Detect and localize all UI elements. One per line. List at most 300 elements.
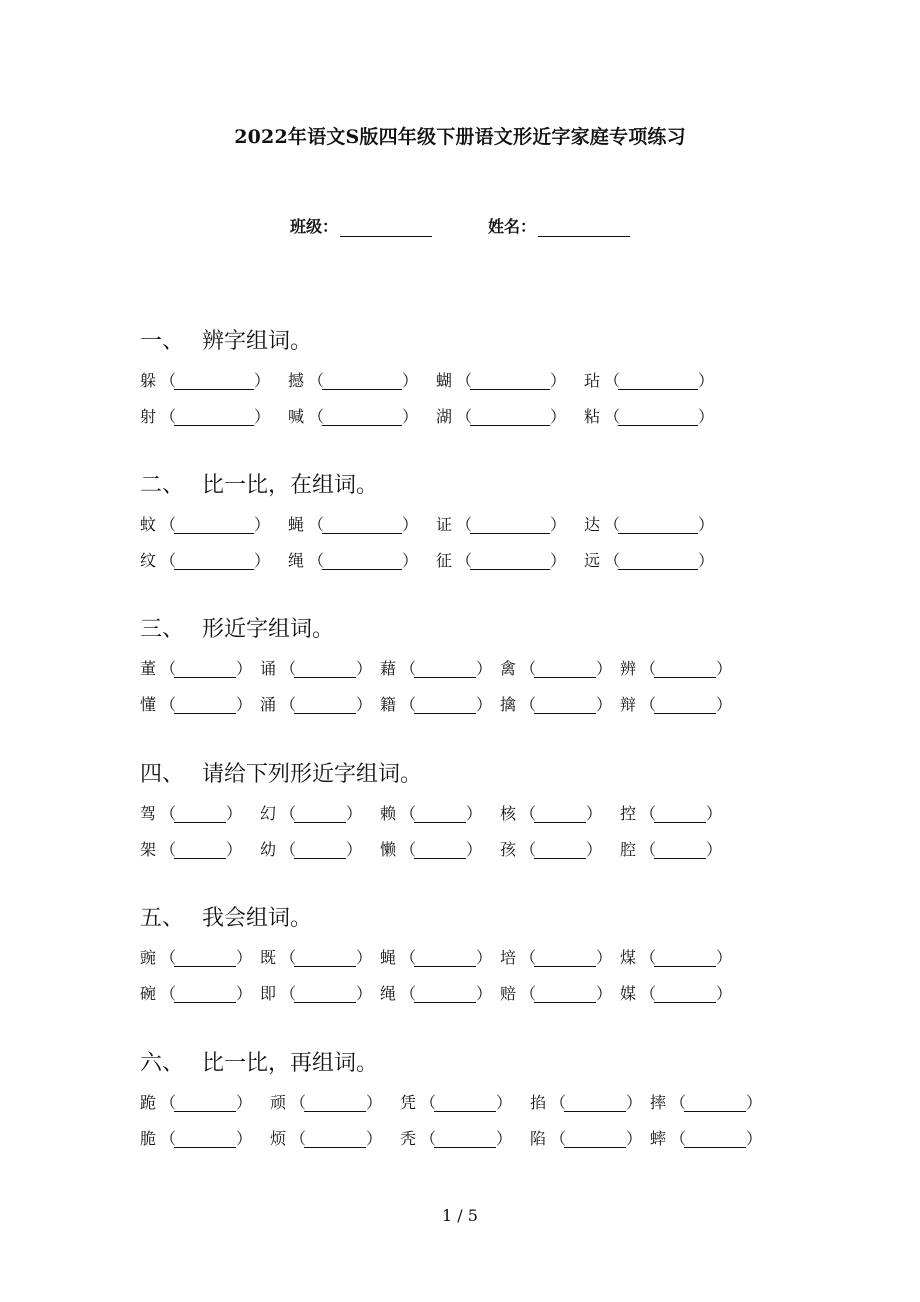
- answer-blank[interactable]: [534, 844, 586, 859]
- open-paren: （: [160, 984, 177, 1003]
- character: 涌: [260, 695, 277, 714]
- exercise-row: [140, 513, 732, 537]
- character: 湖: [436, 407, 453, 426]
- close-paren: ）: [746, 1129, 763, 1148]
- name-blank[interactable]: [538, 220, 630, 237]
- close-paren: ）: [356, 659, 373, 678]
- character: 远: [584, 551, 601, 570]
- answer-blank[interactable]: [618, 519, 698, 534]
- open-paren: （: [160, 804, 177, 823]
- close-paren: ）: [236, 695, 253, 714]
- word-item: [500, 946, 620, 970]
- open-paren: （: [640, 840, 657, 859]
- exercise-row: [140, 982, 740, 1006]
- close-paren: ）: [236, 1129, 253, 1148]
- close-paren: ）: [596, 948, 613, 967]
- word-item: [140, 802, 260, 826]
- exercise-row: [140, 369, 732, 393]
- word-item: [620, 982, 740, 1006]
- open-paren: （: [160, 515, 177, 534]
- exercise-row: [140, 693, 740, 717]
- character: 擒: [500, 695, 517, 714]
- open-paren: （: [280, 840, 297, 859]
- section-label: 辨字组词。: [202, 329, 313, 354]
- close-paren: ）: [476, 948, 493, 967]
- character: 媒: [620, 984, 637, 1003]
- open-paren: （: [400, 659, 417, 678]
- character: 顽: [270, 1093, 287, 1112]
- exercise-row: [140, 657, 740, 681]
- character: 懂: [140, 695, 157, 714]
- word-item: [436, 369, 584, 393]
- section-3: [140, 615, 740, 729]
- open-paren: （: [160, 1129, 177, 1148]
- character: 蝴: [436, 371, 453, 390]
- close-paren: ）: [466, 840, 483, 859]
- open-paren: （: [456, 515, 473, 534]
- close-paren: ）: [402, 407, 419, 426]
- section-number: 六、: [140, 1051, 185, 1076]
- section-label: 比一比，再组词。: [202, 1051, 379, 1076]
- word-item: [436, 513, 584, 537]
- answer-blank[interactable]: [294, 844, 346, 859]
- section-heading: [140, 904, 740, 934]
- character: 控: [620, 804, 637, 823]
- close-paren: ）: [496, 1093, 513, 1112]
- answer-blank[interactable]: [294, 988, 356, 1003]
- section-number: 五、: [140, 906, 185, 931]
- character: 碗: [140, 984, 157, 1003]
- character: 赖: [380, 804, 397, 823]
- word-item: [140, 1091, 270, 1115]
- answer-blank[interactable]: [618, 555, 698, 570]
- word-item: [400, 1127, 530, 1151]
- character: 培: [500, 948, 517, 967]
- word-item: [380, 838, 500, 862]
- answer-blank[interactable]: [470, 375, 550, 390]
- open-paren: （: [420, 1129, 437, 1148]
- character: 蝇: [288, 515, 305, 534]
- close-paren: ）: [236, 948, 253, 967]
- answer-blank[interactable]: [534, 663, 596, 678]
- open-paren: （: [520, 840, 537, 859]
- close-paren: ）: [746, 1093, 763, 1112]
- open-paren: （: [640, 804, 657, 823]
- close-paren: ）: [596, 984, 613, 1003]
- open-paren: （: [670, 1093, 687, 1112]
- word-item: [620, 838, 740, 862]
- word-item: [380, 802, 500, 826]
- character: 烦: [270, 1129, 287, 1148]
- word-item: [140, 657, 260, 681]
- answer-blank[interactable]: [654, 988, 716, 1003]
- section-number: 三、: [140, 617, 185, 642]
- section-1: [140, 327, 732, 441]
- open-paren: （: [520, 659, 537, 678]
- answer-blank[interactable]: [414, 808, 466, 823]
- close-paren: ）: [586, 804, 603, 823]
- answer-blank[interactable]: [534, 808, 586, 823]
- answer-blank[interactable]: [174, 555, 254, 570]
- character: 陷: [530, 1129, 547, 1148]
- close-paren: ）: [550, 407, 567, 426]
- close-paren: ）: [402, 371, 419, 390]
- word-item: [500, 657, 620, 681]
- answer-blank[interactable]: [174, 1097, 236, 1112]
- section-number: 四、: [140, 762, 185, 787]
- answer-blank[interactable]: [654, 699, 716, 714]
- open-paren: （: [550, 1093, 567, 1112]
- open-paren: （: [308, 407, 325, 426]
- word-item: [584, 513, 732, 537]
- character: 达: [584, 515, 601, 534]
- close-paren: ）: [626, 1093, 643, 1112]
- close-paren: ）: [550, 551, 567, 570]
- character: 即: [260, 984, 277, 1003]
- section-5: [140, 904, 740, 1018]
- close-paren: ）: [476, 659, 493, 678]
- character: 辩: [620, 695, 637, 714]
- answer-blank[interactable]: [294, 663, 356, 678]
- close-paren: ）: [402, 551, 419, 570]
- answer-blank[interactable]: [414, 844, 466, 859]
- close-paren: ）: [402, 515, 419, 534]
- open-paren: （: [640, 659, 657, 678]
- answer-blank[interactable]: [564, 1097, 626, 1112]
- answer-blank[interactable]: [322, 519, 402, 534]
- word-item: [260, 982, 380, 1006]
- close-paren: ）: [254, 371, 271, 390]
- answer-blank[interactable]: [322, 555, 402, 570]
- section-label: 请给下列形近字组词。: [202, 762, 423, 787]
- class-field: [290, 214, 432, 237]
- section-number: 一、: [140, 329, 185, 354]
- section-label: 比一比，在组词。: [202, 473, 379, 498]
- answer-blank[interactable]: [654, 952, 716, 967]
- close-paren: ）: [626, 1129, 643, 1148]
- character: 玷: [584, 371, 601, 390]
- open-paren: （: [400, 840, 417, 859]
- close-paren: ）: [716, 659, 733, 678]
- word-item: [140, 549, 288, 573]
- exercise-row: [140, 946, 740, 970]
- answer-blank[interactable]: [174, 699, 236, 714]
- word-item: [288, 549, 436, 573]
- character: 证: [436, 515, 453, 534]
- name-field: [488, 214, 630, 237]
- answer-blank[interactable]: [618, 375, 698, 390]
- character: 豌: [140, 948, 157, 967]
- word-item: [584, 549, 732, 573]
- open-paren: （: [640, 948, 657, 967]
- character: 诵: [260, 659, 277, 678]
- character: 驾: [140, 804, 157, 823]
- open-paren: （: [400, 984, 417, 1003]
- close-paren: ）: [226, 840, 243, 859]
- answer-blank[interactable]: [654, 663, 716, 678]
- open-paren: （: [604, 371, 621, 390]
- page-number: 1 / 5: [442, 1206, 478, 1225]
- open-paren: （: [280, 695, 297, 714]
- answer-blank[interactable]: [654, 808, 706, 823]
- character: 藉: [380, 659, 397, 678]
- name-label: 姓名：: [488, 217, 537, 236]
- character: 幼: [260, 840, 277, 859]
- close-paren: ）: [698, 407, 715, 426]
- word-item: [436, 549, 584, 573]
- close-paren: ）: [254, 407, 271, 426]
- open-paren: （: [550, 1129, 567, 1148]
- close-paren: ）: [716, 695, 733, 714]
- character: 核: [500, 804, 517, 823]
- word-item: [260, 802, 380, 826]
- answer-blank[interactable]: [534, 988, 596, 1003]
- word-item: [500, 802, 620, 826]
- character: 幻: [260, 804, 277, 823]
- open-paren: （: [290, 1129, 307, 1148]
- word-item: [620, 946, 740, 970]
- character: 躲: [140, 371, 157, 390]
- answer-blank[interactable]: [174, 663, 236, 678]
- answer-blank[interactable]: [304, 1133, 366, 1148]
- word-item: [270, 1127, 400, 1151]
- exercise-row: [140, 802, 740, 826]
- answer-blank[interactable]: [304, 1097, 366, 1112]
- close-paren: ）: [356, 984, 373, 1003]
- open-paren: （: [308, 515, 325, 534]
- word-item: [584, 369, 732, 393]
- character: 孩: [500, 840, 517, 859]
- close-paren: ）: [476, 695, 493, 714]
- section-heading: [140, 471, 732, 501]
- open-paren: （: [456, 371, 473, 390]
- word-item: [288, 405, 436, 429]
- word-item: [620, 657, 740, 681]
- close-paren: ）: [496, 1129, 513, 1148]
- section-heading: [140, 615, 740, 645]
- open-paren: （: [520, 695, 537, 714]
- word-item: [140, 946, 260, 970]
- word-item: [650, 1091, 780, 1115]
- open-paren: （: [640, 695, 657, 714]
- exercise-row: [140, 405, 732, 429]
- answer-blank[interactable]: [174, 952, 236, 967]
- close-paren: ）: [716, 948, 733, 967]
- character: 脆: [140, 1129, 157, 1148]
- word-item: [140, 982, 260, 1006]
- character: 既: [260, 948, 277, 967]
- character: 蝇: [380, 948, 397, 967]
- section-4: [140, 760, 740, 874]
- character: 辨: [620, 659, 637, 678]
- answer-blank[interactable]: [322, 411, 402, 426]
- close-paren: ）: [550, 515, 567, 534]
- open-paren: （: [308, 371, 325, 390]
- answer-blank[interactable]: [434, 1097, 496, 1112]
- close-paren: ）: [236, 659, 253, 678]
- word-item: [140, 1127, 270, 1151]
- answer-blank[interactable]: [470, 519, 550, 534]
- close-paren: ）: [356, 948, 373, 967]
- open-paren: （: [160, 551, 177, 570]
- word-item: [140, 838, 260, 862]
- character: 煤: [620, 948, 637, 967]
- open-paren: （: [604, 551, 621, 570]
- answer-blank[interactable]: [174, 844, 226, 859]
- open-paren: （: [160, 948, 177, 967]
- character: 蟀: [650, 1129, 667, 1148]
- character: 粘: [584, 407, 601, 426]
- word-item: [260, 838, 380, 862]
- word-item: [584, 405, 732, 429]
- word-item: [270, 1091, 400, 1115]
- open-paren: （: [420, 1093, 437, 1112]
- answer-blank[interactable]: [414, 699, 476, 714]
- section-number: 二、: [140, 473, 185, 498]
- character: 董: [140, 659, 157, 678]
- answer-blank[interactable]: [470, 555, 550, 570]
- section-6: [140, 1049, 780, 1163]
- open-paren: （: [160, 407, 177, 426]
- word-item: [260, 946, 380, 970]
- close-paren: ）: [346, 840, 363, 859]
- section-heading: [140, 1049, 780, 1079]
- open-paren: （: [604, 515, 621, 534]
- section-heading: [140, 760, 740, 790]
- character: 喊: [288, 407, 305, 426]
- word-item: [140, 369, 288, 393]
- character: 跪: [140, 1093, 157, 1112]
- character: 凭: [400, 1093, 417, 1112]
- close-paren: ）: [226, 804, 243, 823]
- word-item: [288, 513, 436, 537]
- word-item: [380, 657, 500, 681]
- character: 籍: [380, 695, 397, 714]
- character: 撼: [288, 371, 305, 390]
- word-item: [140, 693, 260, 717]
- answer-blank[interactable]: [414, 952, 476, 967]
- close-paren: ）: [476, 984, 493, 1003]
- answer-blank[interactable]: [414, 988, 476, 1003]
- answer-blank[interactable]: [294, 699, 356, 714]
- word-item: [260, 693, 380, 717]
- answer-blank[interactable]: [434, 1133, 496, 1148]
- word-item: [288, 369, 436, 393]
- answer-blank[interactable]: [470, 411, 550, 426]
- close-paren: ）: [346, 804, 363, 823]
- word-item: [436, 405, 584, 429]
- close-paren: ）: [698, 515, 715, 534]
- word-item: [380, 946, 500, 970]
- answer-blank[interactable]: [414, 663, 476, 678]
- answer-blank[interactable]: [174, 375, 254, 390]
- word-item: [140, 513, 288, 537]
- student-info: [0, 214, 920, 237]
- answer-blank[interactable]: [174, 1133, 236, 1148]
- answer-blank[interactable]: [174, 808, 226, 823]
- character: 绳: [380, 984, 397, 1003]
- exercise-row: [140, 838, 740, 862]
- word-item: [500, 693, 620, 717]
- answer-blank[interactable]: [294, 952, 356, 967]
- close-paren: ）: [254, 515, 271, 534]
- word-item: [620, 693, 740, 717]
- character: 禽: [500, 659, 517, 678]
- close-paren: ）: [698, 551, 715, 570]
- open-paren: （: [640, 984, 657, 1003]
- open-paren: （: [400, 804, 417, 823]
- character: 摔: [650, 1093, 667, 1112]
- answer-blank[interactable]: [174, 519, 254, 534]
- class-label: 班级：: [289, 217, 338, 236]
- open-paren: （: [520, 948, 537, 967]
- open-paren: （: [160, 695, 177, 714]
- section-label: 形近字组词。: [202, 617, 335, 642]
- answer-blank[interactable]: [322, 375, 402, 390]
- open-paren: （: [670, 1129, 687, 1148]
- open-paren: （: [456, 551, 473, 570]
- character: 腔: [620, 840, 637, 859]
- word-item: [530, 1127, 650, 1151]
- word-item: [380, 982, 500, 1006]
- open-paren: （: [160, 371, 177, 390]
- character: 纹: [140, 551, 157, 570]
- close-paren: ）: [586, 840, 603, 859]
- exercise-row: [140, 1127, 780, 1151]
- word-item: [260, 657, 380, 681]
- character: 懒: [380, 840, 397, 859]
- class-blank[interactable]: [340, 220, 432, 237]
- answer-blank[interactable]: [654, 844, 706, 859]
- close-paren: ）: [698, 371, 715, 390]
- answer-blank[interactable]: [174, 411, 254, 426]
- character: 射: [140, 407, 157, 426]
- open-paren: （: [290, 1093, 307, 1112]
- close-paren: ）: [254, 551, 271, 570]
- section-heading: [140, 327, 732, 357]
- character: 蚊: [140, 515, 157, 534]
- word-item: [500, 982, 620, 1006]
- close-paren: ）: [596, 695, 613, 714]
- answer-blank[interactable]: [174, 988, 236, 1003]
- answer-blank[interactable]: [684, 1097, 746, 1112]
- answer-blank[interactable]: [294, 808, 346, 823]
- page-title: 2022年语文S版四年级下册语文形近字家庭专项练习: [234, 126, 686, 148]
- open-paren: （: [604, 407, 621, 426]
- close-paren: ）: [706, 804, 723, 823]
- character: 绳: [288, 551, 305, 570]
- close-paren: ）: [236, 984, 253, 1003]
- close-paren: ）: [716, 984, 733, 1003]
- open-paren: （: [280, 984, 297, 1003]
- word-item: [140, 405, 288, 429]
- close-paren: ）: [596, 659, 613, 678]
- close-paren: ）: [366, 1093, 383, 1112]
- word-item: [400, 1091, 530, 1115]
- answer-blank[interactable]: [564, 1133, 626, 1148]
- character: 征: [436, 551, 453, 570]
- open-paren: （: [520, 804, 537, 823]
- answer-blank[interactable]: [684, 1133, 746, 1148]
- answer-blank[interactable]: [618, 411, 698, 426]
- character: 秃: [400, 1129, 417, 1148]
- exercise-row: [140, 549, 732, 573]
- close-paren: ）: [706, 840, 723, 859]
- close-paren: ）: [466, 804, 483, 823]
- open-paren: （: [400, 695, 417, 714]
- answer-blank[interactable]: [534, 699, 596, 714]
- answer-blank[interactable]: [534, 952, 596, 967]
